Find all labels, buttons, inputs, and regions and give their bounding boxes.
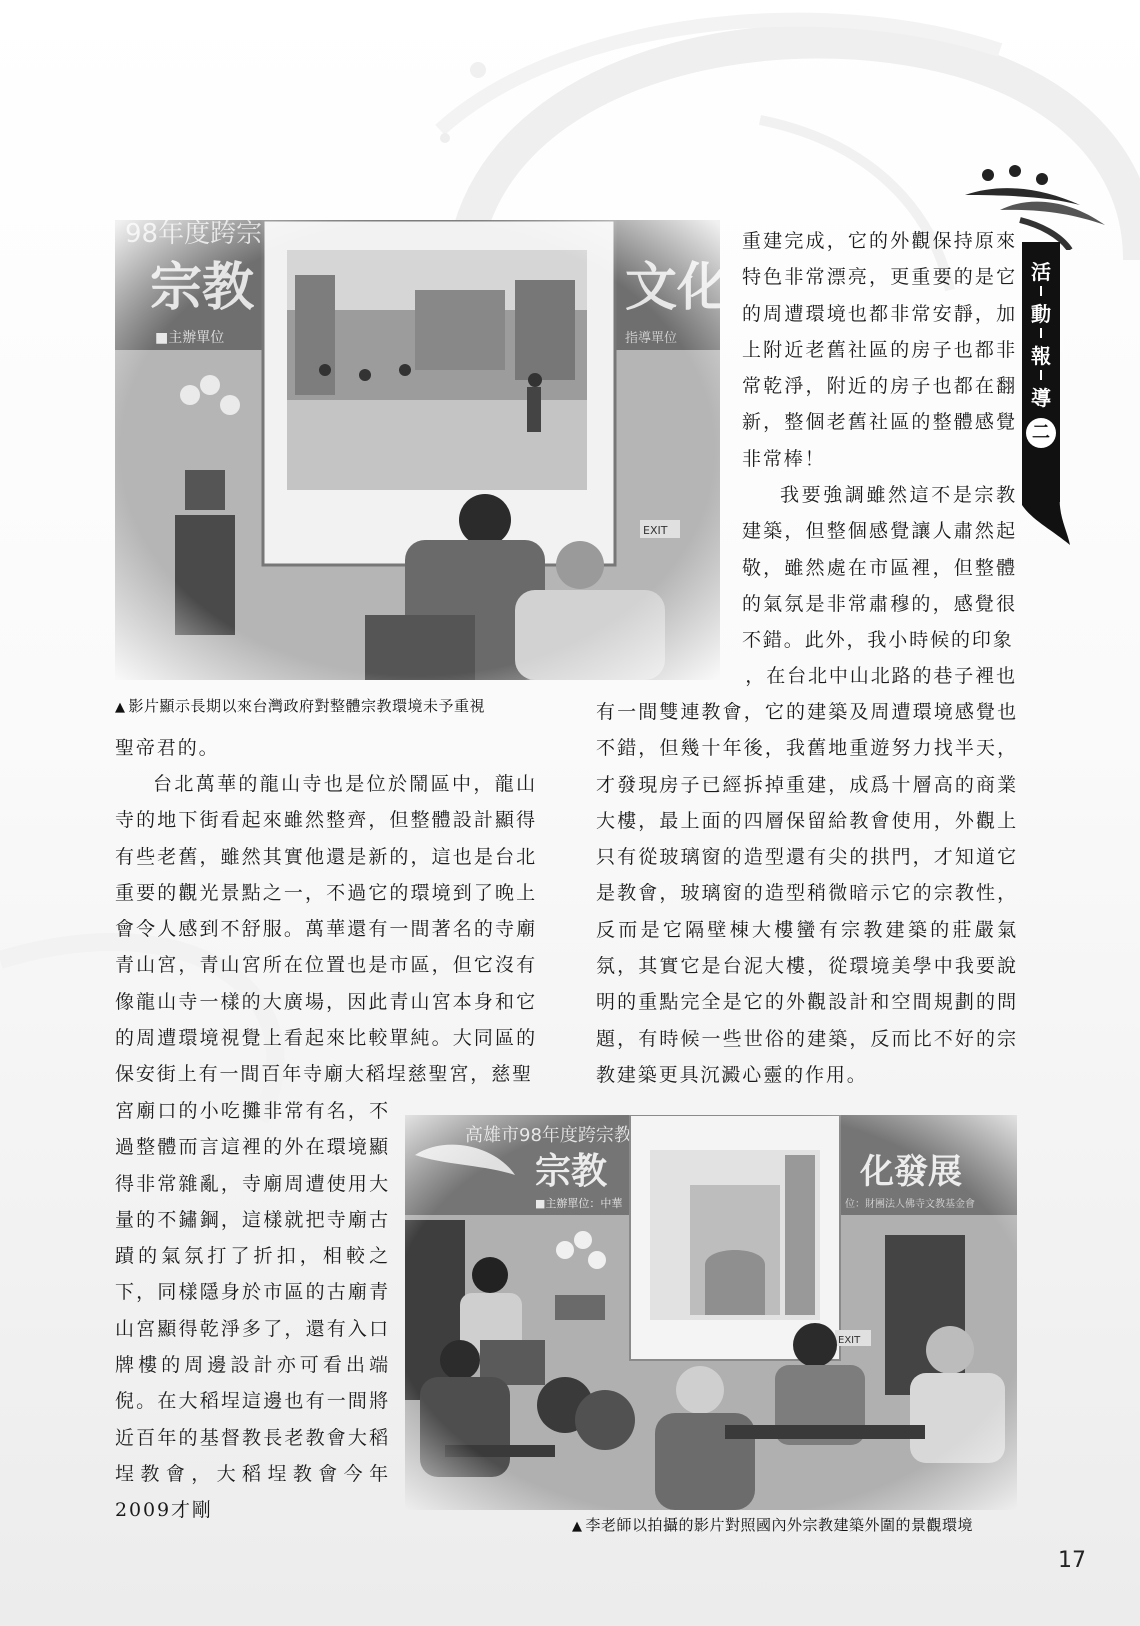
caption-triangle-icon: ▲ xyxy=(572,1519,583,1534)
left-paragraph-2: 台北萬華的龍山寺也是位於鬧區中，龍山寺的地下街看起來雖然整齊，但整體設計顯得有些老舊，雖然其實他還是新的，這也是台北重要的觀光景點之一，不過它的環境到了晚上會令人感到不舒服。萬華還有一間著名的寺廟青山宮，青山宮所在位置也是市區，但它沒有像龍山寺一樣的大廣場，因此青山宮本身和它的周遭環境視覺上看起來比較單純。大同區的保安街上有一間百年寺廟大稻埕慈聖宮，慈聖 xyxy=(115,773,537,1086)
tab-char-1: 活 xyxy=(1031,260,1051,284)
photo1-caption-text: 影片顯示長期以來台灣政府對整體宗教環境未予重視 xyxy=(128,697,486,715)
tab-separator xyxy=(1040,370,1042,380)
photo-seminar-projection-image xyxy=(115,220,720,680)
tab-number-badge: 二 xyxy=(1026,418,1056,448)
tab-char-3: 報 xyxy=(1031,344,1051,368)
right-paragraph-3: 有一間雙連教會，它的建築及周遭環境感覺也不錯，但幾十年後，我舊地重遊努力找半天，才發現房子已經拆掉重建，成爲十層高的商業大樓，最上面的四層保留給教會使用，外觀上只有從玻璃窗的造型還有尖的拱門，才知道它是教會，玻璃窗的造型稍微暗示它的宗教性，反而是它隔壁棟大樓蠻有宗教建築的莊嚴氣氛，其實它是台泥大樓，從環境美學中我要說明的重點完全是它的外觀設計和空間規劃的問題，有時候一些世俗的建築，反而比不好的宗教建築更具沉澱心靈的作用。 xyxy=(596,701,1018,1086)
left-paragraph-1: 聖帝君的。 xyxy=(115,737,220,759)
left-paragraph-3: 宮廟口的小吃攤非常有名，不過整體而言這裡的外在環境顯得非常雜亂，寺廟周遭使用大量的不鏽鋼，這樣就把寺廟古蹟的氣氛打了折扣，相較之下，同樣隱身於市區的古廟青山宮顯得乾淨多了，還有入口牌樓的周邊設計亦可看出端倪。在大稻埕這邊也有一間將近百年的基督教長老教會大稻埕教會，大稻埕教會今年2009才剛 xyxy=(115,1100,390,1522)
page-number: 17 xyxy=(1058,1548,1086,1573)
tab-separator xyxy=(1040,328,1042,338)
category-tab xyxy=(1022,242,1060,502)
photo-lecture-audience xyxy=(405,1115,1017,1510)
caption-triangle-icon: ▲ xyxy=(115,700,126,715)
photo2-caption xyxy=(572,1514,973,1535)
tab-char-2: 動 xyxy=(1031,302,1051,326)
right-paragraph-2: 我要強調雖然這不是宗教建築，但整個感覺讓人肅然起敬，雖然處在市區裡，但整體的氣氛是非常肅穆的，感覺很不錯。此外，我小時候的印象 xyxy=(742,484,1017,652)
photo-lecture-audience-image xyxy=(405,1115,1017,1510)
tab-separator xyxy=(1040,286,1042,296)
photo-seminar-projection xyxy=(115,220,720,680)
brush-stroke-decoration xyxy=(1012,495,1072,545)
right-paragraph-2-cont: ，在台北中山北路的巷子裡也 xyxy=(745,665,1017,687)
right-paragraph-1: 重建完成，它的外觀保持原來特色非常漂亮，更重要的是它的周遭環境也都非常安靜，加上附近老舊社區的房子也都非常乾淨，附近的房子也都在翻新，整個老舊社區的整體感覺非常棒！ xyxy=(742,230,1017,470)
photo1-caption xyxy=(115,695,485,716)
tab-char-4: 導 xyxy=(1031,386,1051,410)
photo2-caption-text: 李老師以拍攝的影片對照國內外宗教建築外圍的景觀環境 xyxy=(585,1516,974,1534)
